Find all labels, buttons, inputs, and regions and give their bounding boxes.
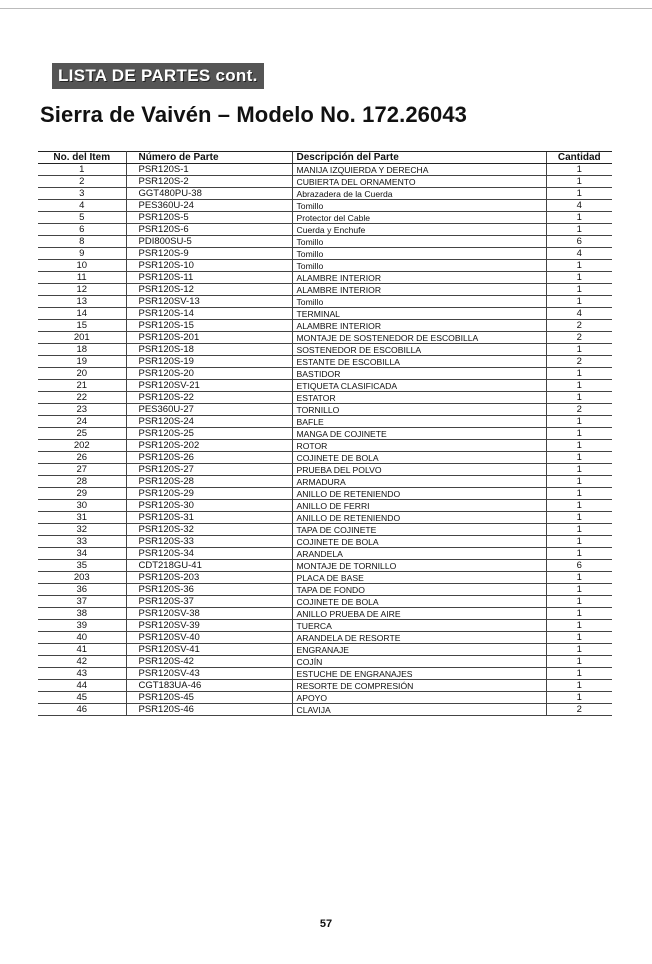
page-number: 57 bbox=[319, 918, 333, 930]
item-number: 5 bbox=[38, 212, 126, 224]
part-description: ANILLO DE RETENIENDO bbox=[292, 512, 546, 524]
table-row bbox=[38, 284, 612, 296]
part-description: RESORTE DE COMPRESIÓN bbox=[292, 680, 546, 692]
item-number: 26 bbox=[38, 452, 126, 464]
item-number: 44 bbox=[38, 680, 126, 692]
table-row bbox=[38, 344, 612, 356]
part-description: Tomillo bbox=[292, 200, 546, 212]
header-quantity: Cantidad bbox=[546, 152, 612, 164]
quantity: 2 bbox=[546, 320, 612, 332]
quantity: 1 bbox=[546, 548, 612, 560]
part-number: PSR120SV-21 bbox=[126, 380, 292, 392]
quantity: 1 bbox=[546, 296, 612, 308]
item-number: 11 bbox=[38, 272, 126, 284]
table-row bbox=[38, 320, 612, 332]
part-number: PSR120S-10 bbox=[126, 260, 292, 272]
part-number: PSR120S-15 bbox=[126, 320, 292, 332]
table-row bbox=[38, 500, 612, 512]
part-number: PSR120S-1 bbox=[126, 164, 292, 176]
page-title: Sierra de Vaivén – Modelo No. 172.26043 bbox=[40, 102, 468, 127]
part-description: ALAMBRE INTERIOR bbox=[292, 320, 546, 332]
item-number: 203 bbox=[38, 572, 126, 584]
item-number: 46 bbox=[38, 704, 126, 716]
part-number: PSR120S-32 bbox=[126, 524, 292, 536]
table-row bbox=[38, 428, 612, 440]
part-description: MONTAJE DE SOSTENEDOR DE ESCOBILLA bbox=[292, 332, 546, 344]
part-description: ESTUCHE DE ENGRANAJES bbox=[292, 668, 546, 680]
table-row bbox=[38, 572, 612, 584]
parts-table-body bbox=[38, 164, 612, 716]
table-row bbox=[38, 548, 612, 560]
item-number: 9 bbox=[38, 248, 126, 260]
item-number: 3 bbox=[38, 188, 126, 200]
quantity: 1 bbox=[546, 668, 612, 680]
part-description: ARMADURA bbox=[292, 476, 546, 488]
item-number: 21 bbox=[38, 380, 126, 392]
part-description: TAPA DE FONDO bbox=[292, 584, 546, 596]
part-description: ALAMBRE INTERIOR bbox=[292, 272, 546, 284]
table-row bbox=[38, 272, 612, 284]
part-number: PSR120S-45 bbox=[126, 692, 292, 704]
quantity: 1 bbox=[546, 380, 612, 392]
part-description: Abrazadera de la Cuerda bbox=[292, 188, 546, 200]
header-item-no: No. del Item bbox=[38, 152, 126, 164]
part-number: PSR120S-31 bbox=[126, 512, 292, 524]
table-row bbox=[38, 704, 612, 716]
item-number: 35 bbox=[38, 560, 126, 572]
item-number: 41 bbox=[38, 644, 126, 656]
quantity: 1 bbox=[546, 680, 612, 692]
quantity: 2 bbox=[546, 404, 612, 416]
part-description: CUBIERTA DEL ORNAMENTO bbox=[292, 176, 546, 188]
table-row bbox=[38, 692, 612, 704]
part-number: PSR120S-26 bbox=[126, 452, 292, 464]
table-row bbox=[38, 656, 612, 668]
quantity: 1 bbox=[546, 164, 612, 176]
quantity: 6 bbox=[546, 236, 612, 248]
header-part-number: Número de Parte bbox=[126, 152, 292, 164]
item-number: 45 bbox=[38, 692, 126, 704]
part-description: BASTIDOR bbox=[292, 368, 546, 380]
quantity: 1 bbox=[546, 392, 612, 404]
item-number: 42 bbox=[38, 656, 126, 668]
item-number: 202 bbox=[38, 440, 126, 452]
table-row bbox=[38, 476, 612, 488]
part-number: PSR120S-14 bbox=[126, 308, 292, 320]
table-row bbox=[38, 632, 612, 644]
part-number: PDI800SU-5 bbox=[126, 236, 292, 248]
item-number: 33 bbox=[38, 536, 126, 548]
item-number: 40 bbox=[38, 632, 126, 644]
part-description: MONTAJE DE TORNILLO bbox=[292, 560, 546, 572]
part-number: PSR120S-2 bbox=[126, 176, 292, 188]
quantity: 1 bbox=[546, 596, 612, 608]
item-number: 14 bbox=[38, 308, 126, 320]
quantity: 1 bbox=[546, 476, 612, 488]
part-number: PSR120S-27 bbox=[126, 464, 292, 476]
item-number: 31 bbox=[38, 512, 126, 524]
table-row bbox=[38, 668, 612, 680]
part-number: PSR120S-25 bbox=[126, 428, 292, 440]
table-row bbox=[38, 260, 612, 272]
part-description: ROTOR bbox=[292, 440, 546, 452]
item-number: 23 bbox=[38, 404, 126, 416]
part-description: Tomillo bbox=[292, 260, 546, 272]
quantity: 1 bbox=[546, 176, 612, 188]
quantity: 1 bbox=[546, 524, 612, 536]
part-number: PSR120S-28 bbox=[126, 476, 292, 488]
part-description: Tomillo bbox=[292, 236, 546, 248]
table-row bbox=[38, 392, 612, 404]
quantity: 1 bbox=[546, 500, 612, 512]
table-row bbox=[38, 368, 612, 380]
quantity: 1 bbox=[546, 572, 612, 584]
part-description: BAFLE bbox=[292, 416, 546, 428]
quantity: 1 bbox=[546, 224, 612, 236]
item-number: 2 bbox=[38, 176, 126, 188]
table-row bbox=[38, 248, 612, 260]
part-number: CDT218GU-41 bbox=[126, 560, 292, 572]
table-row bbox=[38, 200, 612, 212]
table-row bbox=[38, 488, 612, 500]
quantity: 2 bbox=[546, 704, 612, 716]
part-number: PSR120S-24 bbox=[126, 416, 292, 428]
quantity: 1 bbox=[546, 692, 612, 704]
item-number: 32 bbox=[38, 524, 126, 536]
table-row bbox=[38, 464, 612, 476]
quantity: 1 bbox=[546, 452, 612, 464]
table-row bbox=[38, 332, 612, 344]
table-row bbox=[38, 380, 612, 392]
quantity: 2 bbox=[546, 332, 612, 344]
part-description: ANILLO DE FERRI bbox=[292, 500, 546, 512]
part-description: ANILLO PRUEBA DE AIRE bbox=[292, 608, 546, 620]
quantity: 1 bbox=[546, 536, 612, 548]
quantity: 4 bbox=[546, 248, 612, 260]
part-number: GGT480PU-38 bbox=[126, 188, 292, 200]
header-row bbox=[38, 152, 612, 164]
table-row bbox=[38, 584, 612, 596]
item-number: 6 bbox=[38, 224, 126, 236]
part-description: Tomillo bbox=[292, 296, 546, 308]
table-row bbox=[38, 440, 612, 452]
quantity: 4 bbox=[546, 200, 612, 212]
quantity: 1 bbox=[546, 284, 612, 296]
quantity: 1 bbox=[546, 344, 612, 356]
part-description: TERMINAL bbox=[292, 308, 546, 320]
item-number: 24 bbox=[38, 416, 126, 428]
item-number: 19 bbox=[38, 356, 126, 368]
part-description: TUERCA bbox=[292, 620, 546, 632]
item-number: 29 bbox=[38, 488, 126, 500]
quantity: 1 bbox=[546, 488, 612, 500]
table-row bbox=[38, 356, 612, 368]
part-description: ESTANTE DE ESCOBILLA bbox=[292, 356, 546, 368]
table-row bbox=[38, 536, 612, 548]
part-description: ARANDELA DE RESORTE bbox=[292, 632, 546, 644]
quantity: 1 bbox=[546, 644, 612, 656]
table-row bbox=[38, 596, 612, 608]
item-number: 38 bbox=[38, 608, 126, 620]
item-number: 13 bbox=[38, 296, 126, 308]
table-row bbox=[38, 680, 612, 692]
parts-table-header bbox=[38, 152, 612, 164]
table-row bbox=[38, 188, 612, 200]
part-number: PSR120S-9 bbox=[126, 248, 292, 260]
quantity: 1 bbox=[546, 212, 612, 224]
item-number: 27 bbox=[38, 464, 126, 476]
item-number: 1 bbox=[38, 164, 126, 176]
part-description: MANGA DE COJINETE bbox=[292, 428, 546, 440]
item-number: 25 bbox=[38, 428, 126, 440]
quantity: 4 bbox=[546, 308, 612, 320]
quantity: 1 bbox=[546, 260, 612, 272]
quantity: 1 bbox=[546, 188, 612, 200]
item-number: 36 bbox=[38, 584, 126, 596]
item-number: 20 bbox=[38, 368, 126, 380]
table-row bbox=[38, 452, 612, 464]
top-rule bbox=[0, 8, 652, 9]
part-number: PSR120S-18 bbox=[126, 344, 292, 356]
item-number: 30 bbox=[38, 500, 126, 512]
quantity: 1 bbox=[546, 428, 612, 440]
quantity: 1 bbox=[546, 584, 612, 596]
part-number: PSR120S-36 bbox=[126, 584, 292, 596]
quantity: 1 bbox=[546, 656, 612, 668]
part-description: ALAMBRE INTERIOR bbox=[292, 284, 546, 296]
table-row bbox=[38, 308, 612, 320]
quantity: 1 bbox=[546, 368, 612, 380]
item-number: 8 bbox=[38, 236, 126, 248]
part-description: ANILLO DE RETENIENDO bbox=[292, 488, 546, 500]
part-description: Cuerda y Enchufe bbox=[292, 224, 546, 236]
quantity: 1 bbox=[546, 272, 612, 284]
part-description: COJÍN bbox=[292, 656, 546, 668]
part-number: PES360U-27 bbox=[126, 404, 292, 416]
table-row bbox=[38, 416, 612, 428]
table-row bbox=[38, 224, 612, 236]
table-row bbox=[38, 212, 612, 224]
part-number: PSR120S-201 bbox=[126, 332, 292, 344]
part-number: PSR120S-33 bbox=[126, 536, 292, 548]
part-description: SOSTENEDOR DE ESCOBILLA bbox=[292, 344, 546, 356]
part-number: PSR120S-34 bbox=[126, 548, 292, 560]
part-number: PSR120S-22 bbox=[126, 392, 292, 404]
item-number: 10 bbox=[38, 260, 126, 272]
part-description: TORNILLO bbox=[292, 404, 546, 416]
parts-table bbox=[38, 151, 612, 716]
item-number: 201 bbox=[38, 332, 126, 344]
part-description: PLACA DE BASE bbox=[292, 572, 546, 584]
part-number: PSR120S-19 bbox=[126, 356, 292, 368]
item-number: 18 bbox=[38, 344, 126, 356]
quantity: 1 bbox=[546, 608, 612, 620]
quantity: 1 bbox=[546, 464, 612, 476]
part-number: PSR120S-29 bbox=[126, 488, 292, 500]
part-number: CGT183UA-46 bbox=[126, 680, 292, 692]
part-description: ENGRANAJE bbox=[292, 644, 546, 656]
table-row bbox=[38, 404, 612, 416]
quantity: 6 bbox=[546, 560, 612, 572]
part-number: PSR120S-12 bbox=[126, 284, 292, 296]
part-number: PSR120SV-41 bbox=[126, 644, 292, 656]
item-number: 28 bbox=[38, 476, 126, 488]
part-description: COJINETE DE BOLA bbox=[292, 596, 546, 608]
part-number: PSR120SV-40 bbox=[126, 632, 292, 644]
part-number: PSR120S-5 bbox=[126, 212, 292, 224]
part-number: PSR120S-37 bbox=[126, 596, 292, 608]
item-number: 39 bbox=[38, 620, 126, 632]
quantity: 1 bbox=[546, 620, 612, 632]
part-description: COJINETE DE BOLA bbox=[292, 536, 546, 548]
part-description: ESTATOR bbox=[292, 392, 546, 404]
part-description: TAPA DE COJINETE bbox=[292, 524, 546, 536]
item-number: 43 bbox=[38, 668, 126, 680]
table-row bbox=[38, 164, 612, 176]
quantity: 1 bbox=[546, 416, 612, 428]
quantity: 1 bbox=[546, 512, 612, 524]
table-row bbox=[38, 620, 612, 632]
part-description: COJINETE DE BOLA bbox=[292, 452, 546, 464]
section-banner: LISTA DE PARTES cont. bbox=[52, 63, 264, 89]
part-description: PRUEBA DEL POLVO bbox=[292, 464, 546, 476]
table-row bbox=[38, 296, 612, 308]
part-number: PSR120SV-13 bbox=[126, 296, 292, 308]
part-number: PSR120S-46 bbox=[126, 704, 292, 716]
table-row bbox=[38, 524, 612, 536]
header-description: Descripción del Parte bbox=[292, 152, 546, 164]
quantity: 2 bbox=[546, 356, 612, 368]
part-description: ARANDELA bbox=[292, 548, 546, 560]
table-row bbox=[38, 236, 612, 248]
item-number: 34 bbox=[38, 548, 126, 560]
part-number: PSR120SV-38 bbox=[126, 608, 292, 620]
part-number: PSR120S-42 bbox=[126, 656, 292, 668]
table-row bbox=[38, 560, 612, 572]
part-number: PSR120S-20 bbox=[126, 368, 292, 380]
part-number: PSR120S-30 bbox=[126, 500, 292, 512]
part-description: APOYO bbox=[292, 692, 546, 704]
item-number: 15 bbox=[38, 320, 126, 332]
part-description: CLAVIJA bbox=[292, 704, 546, 716]
item-number: 12 bbox=[38, 284, 126, 296]
part-number: PSR120S-203 bbox=[126, 572, 292, 584]
part-number: PSR120S-202 bbox=[126, 440, 292, 452]
part-description: Protector del Cable bbox=[292, 212, 546, 224]
table-row bbox=[38, 608, 612, 620]
table-row bbox=[38, 176, 612, 188]
item-number: 4 bbox=[38, 200, 126, 212]
part-number: PSR120S-11 bbox=[126, 272, 292, 284]
quantity: 1 bbox=[546, 440, 612, 452]
table-row bbox=[38, 512, 612, 524]
part-number: PSR120SV-39 bbox=[126, 620, 292, 632]
part-description: Tomillo bbox=[292, 248, 546, 260]
item-number: 22 bbox=[38, 392, 126, 404]
part-description: ETIQUETA CLASIFICADA bbox=[292, 380, 546, 392]
part-number: PSR120SV-43 bbox=[126, 668, 292, 680]
part-description: MANIJA IZQUIERDA Y DERECHA bbox=[292, 164, 546, 176]
table-row bbox=[38, 644, 612, 656]
part-number: PSR120S-6 bbox=[126, 224, 292, 236]
quantity: 1 bbox=[546, 632, 612, 644]
item-number: 37 bbox=[38, 596, 126, 608]
part-number: PES360U-24 bbox=[126, 200, 292, 212]
